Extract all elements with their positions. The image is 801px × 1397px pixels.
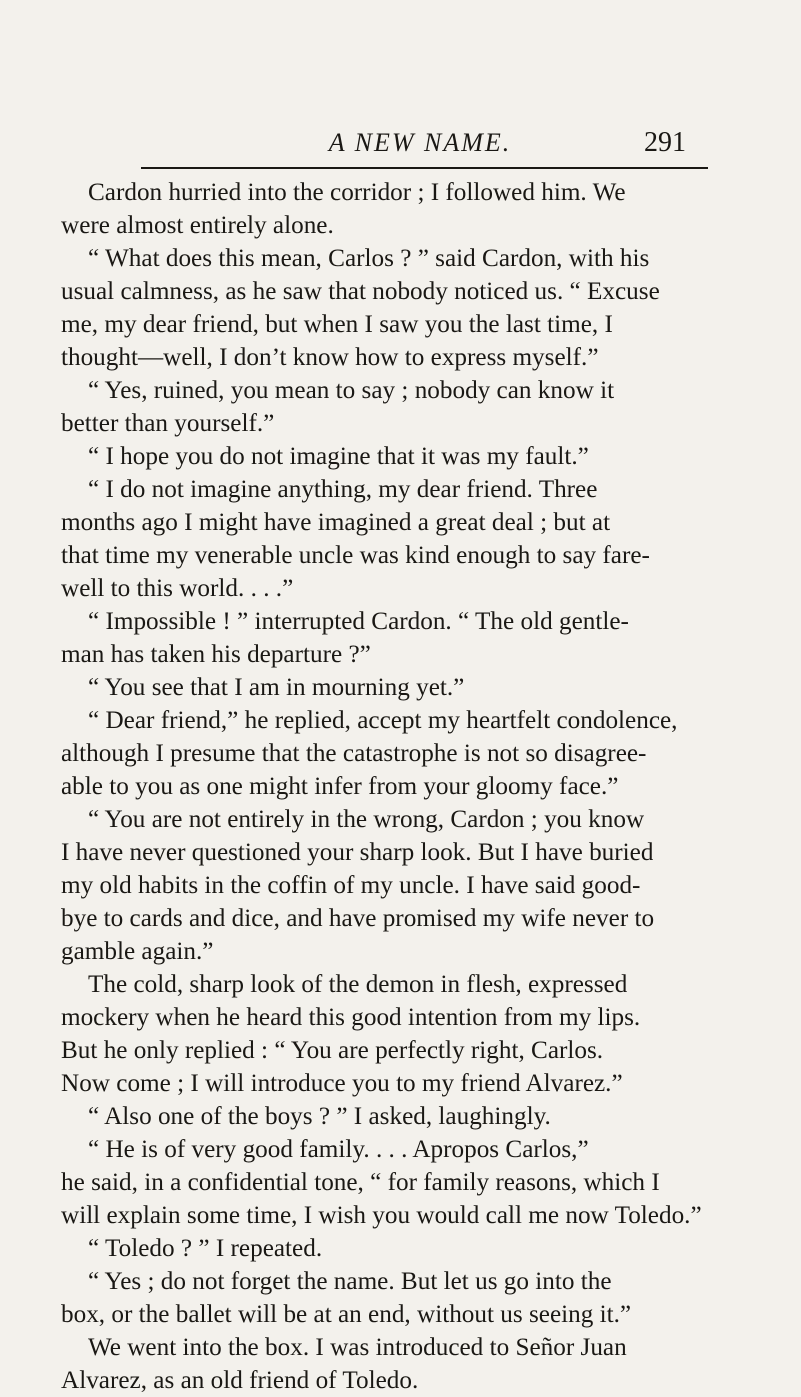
text-line: “ I do not imagine anything, my dear friend. Three — [88, 476, 598, 503]
text-line: “ Dear friend,” he replied, accept my heartfelt condolence, — [88, 707, 678, 734]
text-line: he said, in a confidential tone, “ for family reasons, which I — [61, 1169, 660, 1196]
text-line: “ Yes, ruined, you mean to say ; nobody can know it — [88, 377, 615, 404]
text-line: that time my venerable uncle was kind enough to say fare- — [61, 542, 650, 569]
text-line: “ Toledo ? ” I repeated. — [88, 1235, 323, 1262]
text-line: Cardon hurried into the corridor ; I followed him. We — [88, 179, 626, 206]
running-title: A NEW NAME. — [328, 128, 512, 157]
text-line: able to you as one might infer from your gloomy face.” — [61, 773, 619, 800]
text-line: were almost entirely alone. — [61, 212, 334, 239]
text-line: box, or the ballet will be at an end, without us seeing it.” — [61, 1301, 632, 1328]
body-text — [0, 176, 801, 1394]
text-line: “ What does this mean, Carlos ? ” said Cardon, with his — [88, 245, 650, 272]
running-head — [140, 126, 700, 160]
text-line: gamble again.” — [61, 938, 214, 965]
text-line: usual calmness, as he saw that nobody noticed us. “ Excuse — [61, 278, 660, 305]
text-line: my old habits in the coffin of my uncle. I have said good- — [61, 872, 641, 899]
text-line: The cold, sharp look of the demon in flesh, expressed — [88, 971, 628, 998]
text-line: But he only replied : “ You are perfectly right, Carlos. — [61, 1037, 604, 1064]
text-line: “ Yes ; do not forget the name. But let us go into the — [88, 1268, 612, 1295]
text-line: “ Impossible ! ” interrupted Cardon. “ The old gentle- — [88, 608, 629, 635]
text-line: Alvarez, as an old friend of Toledo. — [61, 1367, 419, 1394]
text-line: “ You are not entirely in the wrong, Cardon ; you know — [88, 806, 645, 833]
text-line: although I presume that the catastrophe is not so disagree- — [61, 740, 647, 767]
header-rule — [141, 167, 708, 169]
text-line: “ He is of very good family. . . . Apropos Carlos,” — [88, 1136, 589, 1163]
text-line: “ You see that I am in mourning yet.” — [88, 674, 465, 701]
text-line: well to this world. . . .” — [61, 575, 294, 602]
text-line: mockery when he heard this good intention from my lips. — [61, 1004, 641, 1031]
text-line: Now come ; I will introduce you to my friend Alvarez.” — [61, 1070, 623, 1097]
text-line: man has taken his departure ?” — [61, 641, 371, 668]
text-line: “ Also one of the boys ? ” I asked, laughingly. — [88, 1103, 551, 1130]
text-line: better than yourself.” — [61, 410, 275, 437]
text-line: months ago I might have imagined a great deal ; but at — [61, 509, 611, 536]
text-line: We went into the box. I was introduced to Señor Juan — [88, 1334, 627, 1361]
text-line: I have never questioned your sharp look. But I have buried — [61, 839, 654, 866]
text-line: will explain some time, I wish you would call me now Toledo.” — [61, 1202, 702, 1229]
page-number: 291 — [644, 127, 686, 158]
text-line: thought—well, I don’t know how to express myself.” — [61, 344, 599, 371]
text-line: bye to cards and dice, and have promised my wife never to — [61, 905, 655, 932]
text-line: me, my dear friend, but when I saw you the last time, I — [61, 311, 613, 338]
text-line: “ I hope you do not imagine that it was my fault.” — [88, 443, 589, 470]
